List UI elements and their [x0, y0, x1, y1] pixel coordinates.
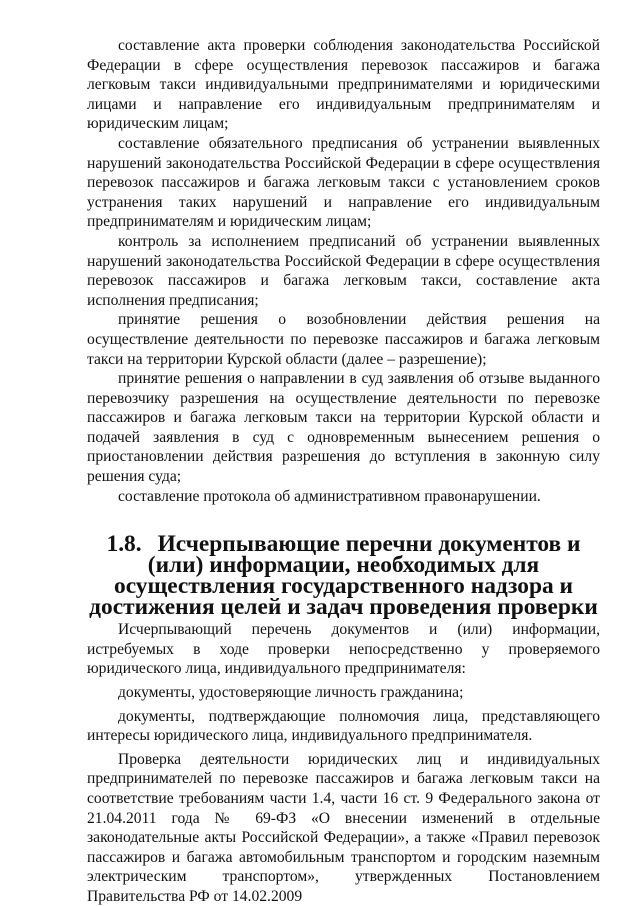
document-page [87, 36, 600, 907]
list-item-resume-permit: принятие решения о возобновлении действия решения на осуществление деятельности по перевозке пассажиров и багажа легковым такси на территории Курской области (далее – разрешение); [87, 311, 600, 368]
doc-item-authority: документы, подтверждающие полномочия лица, представляющего интересы юридического лица, индивидуального предпринимателя. [87, 707, 600, 745]
closing-paragraph: Проверка деятельности юридических лиц и индивидуальных предпринимателей по перевозке пассажиров и багажа легковым такси на соответствие требованиям части 1.4, части 16 ст. 9 Федерального закона от 21.04.2011 года № 69-ФЗ «О внесении изменений в отдельные законодательные акты Российской Федерации», а также «Правил перевозок пассажиров и багажа автомобильным транспортом и городским наземным электрическим транспортом», утвержденных Постановлением Правительства РФ от 14.02.2009 [87, 750, 600, 905]
list-item-protocol: составление протокола об административном правонарушении. [118, 487, 541, 505]
list-item-control: контроль за исполнением предписаний об устранении выявленных нарушений законодательства Российской Федерации в сфере осуществления перевозок пассажиров и багажа легковым такси, составление акта исполнения предписания; [87, 232, 600, 309]
section-heading [87, 531, 600, 621]
section-title: Исчерпывающие перечни документов и (или) информации, необходимых для осуществления государственного надзора и достижения целей и задач проведения проверки [89, 531, 598, 621]
section-number: 1.8. [106, 531, 142, 558]
list-item-act: составление акта проверки соблюдения законодательства Российской Федерации в сфере осуществления перевозок пассажиров и багажа легковым такси индивидуальными предпринимателями и юридическими лицами и направление его индивидуальным предпринимателям и юридическим лицам; [87, 37, 600, 133]
list-item-order: составление обязательного предписания об устранении выявленных нарушений законодательства Российской Федерации в сфере осуществления перевозок пассажиров и багажа легковым такси с установлением сроков устранения таких нарушений и направление его индивидуальным предпринимателям и юридическим лицам; [87, 134, 600, 231]
doc-item-identity: документы, удостоверяющие личность гражданина; [118, 684, 464, 702]
list-item-court-claim: принятие решения о направлении в суд заявления об отзыве выданного перевозчику разрешения на осуществление деятельности по перевозке пассажиров и багажа легковым такси на территории Курской области и подачей заявления в суд с одновременным вынесением решения о приостановлении действия разрешения до вступления в законную силу решения суда; [87, 370, 600, 486]
intro-paragraph: Исчерпывающий перечень документов и (или) информации, истребуемых в ходе проверки непосредственно у проверяемого юридического лица, индивидуального предпринимателя: [87, 621, 600, 678]
